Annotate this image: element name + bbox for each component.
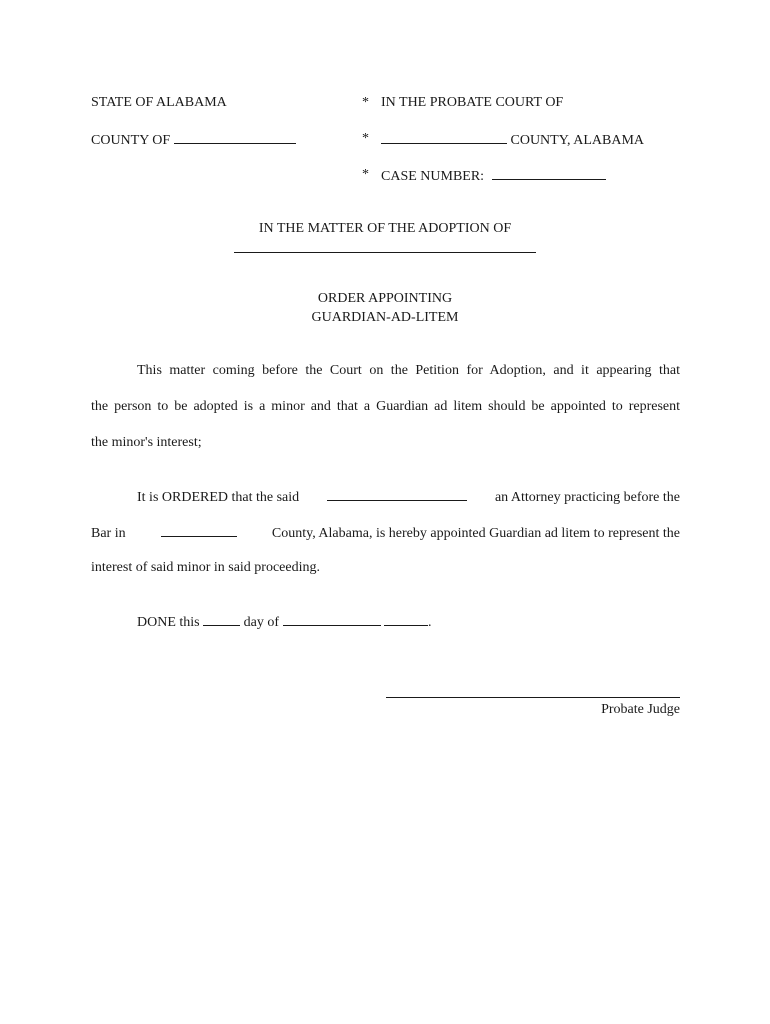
matter-heading: IN THE MATTER OF THE ADOPTION OF xyxy=(258,221,512,236)
caption-star-1: * xyxy=(362,95,369,110)
paragraph2-line2 xyxy=(91,523,680,543)
case-number-blank[interactable] xyxy=(492,166,606,180)
day-of-text: day of xyxy=(243,615,280,630)
order-title-line1: ORDER APPOINTING xyxy=(317,291,453,306)
done-day-blank[interactable] xyxy=(203,612,240,626)
bar-county-blank[interactable] xyxy=(161,523,237,537)
done-period: . xyxy=(428,615,432,630)
bar-in-text: Bar in xyxy=(91,526,126,541)
probate-judge-label: Probate Judge xyxy=(601,702,680,717)
state-label: STATE OF ALABAMA xyxy=(91,95,227,110)
adoptee-name-line[interactable] xyxy=(234,252,536,253)
court-county-blank[interactable] xyxy=(381,130,507,144)
done-year-blank[interactable] xyxy=(384,612,428,626)
caption-star-2: * xyxy=(362,131,369,146)
caption-star-3: * xyxy=(362,167,369,182)
court-county-suffix: COUNTY, ALABAMA xyxy=(510,133,645,148)
paragraph1-line3: the minor's interest; xyxy=(91,435,202,450)
attorney-name-blank[interactable] xyxy=(327,487,467,501)
done-this-text: DONE this xyxy=(137,615,200,630)
paragraph2-line1 xyxy=(137,487,680,507)
county-prefix: COUNTY OF xyxy=(91,133,171,148)
attorney-text: an Attorney practicing before the xyxy=(494,490,680,505)
order-title-line2: GUARDIAN-AD-LITEM xyxy=(311,310,459,325)
case-number-label: CASE NUMBER: xyxy=(381,169,485,184)
done-line xyxy=(137,612,432,632)
court-county xyxy=(381,130,644,150)
appointed-text: County, Alabama, is hereby appointed Guardian ad litem to represent the xyxy=(271,526,680,541)
county-label xyxy=(91,130,296,150)
paragraph2-line3: interest of said minor in said proceeding. xyxy=(91,560,320,575)
case-number xyxy=(381,166,606,186)
ordered-text: It is ORDERED that the said xyxy=(137,490,300,505)
court-label: IN THE PROBATE COURT OF xyxy=(381,95,564,110)
signature-line[interactable] xyxy=(386,697,680,698)
paragraph1-line1: This matter coming before the Court on the Petition for Adoption, and it appearing that xyxy=(137,363,680,378)
done-month-blank[interactable] xyxy=(283,612,381,626)
county-blank[interactable] xyxy=(174,130,296,144)
paragraph1-line2: the person to be adopted is a minor and that a Guardian ad litem should be appointed to represent xyxy=(91,399,680,414)
